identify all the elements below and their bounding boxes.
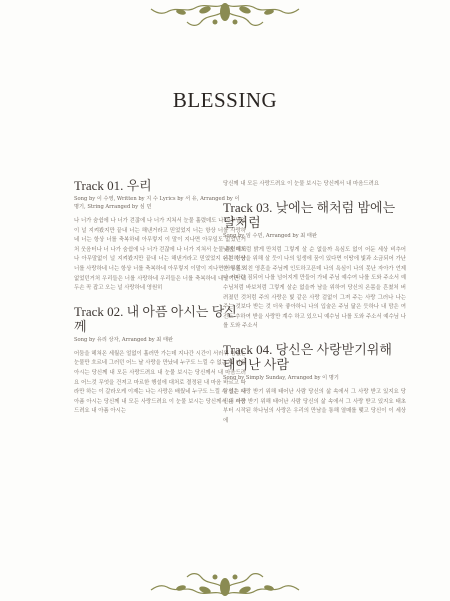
track-section: [74, 178, 246, 294]
track-section: [223, 180, 406, 190]
track-lyrics: 나 너가 숨쉼에 나 너가 걷잖에 나 너가 지쳐서 눈물 흘렸데도 나 아무말없이 널 지켜봤지만 끝내 너는 해낸거라고 믿었었지 너는 항상 너를 사랑하네 너는 항상 너를 축복하네 아무렇지 이 말이 지나면 아무일도 없었던거처 웃음터나 너 나가 숨쉼에 나 너가 걷잖에 나 너가 지쳐서 눈물 흘렸데도 나 아무말없이 널 지켜봤지만 끝내 너는 해낸거라고 믿었었지 너는 항상 너를 사랑하네 너는 항상 너를 축복하네 아무렇지 이말이 지나면 아무일도 없었던거처 우리들은 너를 사랑하네 우리들은 너를 축복하네 내일이면 내 두손 꼭 잡고 오는 널 사랑하네 영원히: [74, 218, 246, 292]
track-credit: Song by 임 수민, Arranged by 최 태완: [223, 232, 317, 239]
left-column: [74, 178, 246, 427]
track-lyrics: 낮엔 해처럼 밝게 만치럼 그렇게 살 순 없을까 욕심도 없이 어둔 세상 비추어 온전히 남을 위해 살 듯이 나의 일생에 꿈이 있다면 이땅에 빛과 소금되어 가난한 영혼 지친 영혼을 주님께 인도하고픈데 나의 욕심이 나의 못난 자아가 언제나 커다란 짐되어 나를 넘어지게 만들어 가네 주님 예수여 나를 도와 주소서 예수님처럼 바보처럼 그렇게 살순 없을까 남을 위하여 당신의 온몸을 흔쳤처 버려졌던 것처럼 주의 사랑은 빛 같은 사랑 겉없이 그져 주는 사랑 그러나 나는 주는 것보다 받는 것 더욱 좋아하니 나의 입술은 주님 닮은 듯하나 내 맘은 여전도 추하여 받을 사랑만 계수 하고 있으니 예수님 나를 도와 주소서 예수님 나를 도와 주소서: [223, 246, 406, 330]
track-credit: Song by 이 수영, Written by 지 수 Lyrics by 서 유, Arranged by 이 명기, String Arranged by 심 민: [74, 196, 240, 210]
track-credit: Song by Simply Sunday, Arranged by 이 명기: [223, 374, 339, 381]
track-lyrics: 당신은 사랑 받기 위해 태어난 사람 당신의 삶 속에서 그 사랑 받고 있지요 당신은 사랑 받기 위해 태어난 사람 당신의 삶 속에서 그 사랑 받고 있지요 태초부터 시작된 하나님의 사랑은 우리의 만남을 통해 열매를 맺고 당신이 이 세상에: [223, 388, 406, 424]
track-section: [223, 342, 406, 426]
track-section: [74, 304, 246, 417]
track-heading: Track 03. 낮에는 해처럼 밤에는 달처럼: [223, 199, 396, 230]
track-credit: Song by 유리 상자, Arranged by 최 태완: [74, 336, 173, 343]
right-column: [223, 180, 406, 436]
top-ornament-icon: [145, 0, 305, 32]
track-lyrics: 어둠을 헤쳐온 세월은 얼없이 흘러만 가는데 지나간 시간이 서러워 힘없는 눈물만 흐르네 그러던 어느 날 사랑을 만났네 누구도 느낄 수 없는 내 아픔 아시는 당신께 내 모든 사랑드려요 내 눈물 보시는 당신께서 내 마음드려요 어느것 무엇을 건져고 마르한 행설에 대처로 결정된 내 마음 바르고 따라만 하는 이 갈라오케 이제는 나는 사랑은 배웠네 누구도 느낄 수 없는 내 아픔 아시는 당신께 내 모든 사랑드려요 이 눈물 보시는 당신께서 내 마음드려요 내 아픔 아시는: [74, 350, 246, 415]
page-title: BLESSING: [172, 88, 278, 112]
bottom-ornament-icon: [145, 565, 305, 601]
track-lyrics-continued: 당신께 내 모든 사랑드려요 이 눈물 보시는 당신께서 내 마음드려요: [223, 181, 380, 187]
track-section: [223, 200, 406, 332]
track-heading: Track 01. 우리: [74, 178, 152, 193]
track-heading: Track 02. 내 아픔 아시는 당신께: [74, 303, 237, 334]
track-heading: Track 04. 당신은 사랑받기위해 태어난 사람: [223, 341, 392, 372]
